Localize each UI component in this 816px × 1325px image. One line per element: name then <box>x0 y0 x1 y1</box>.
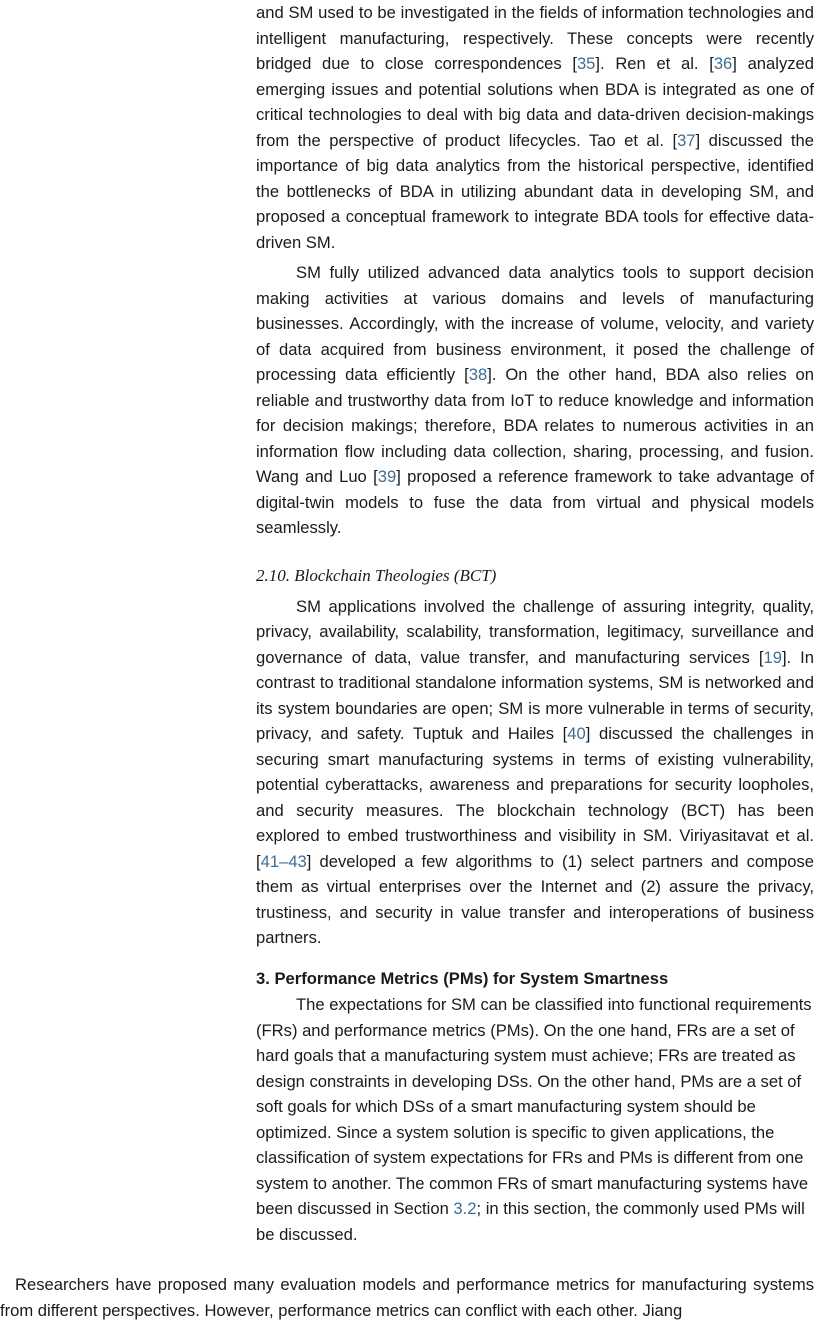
text: ] developed a few algorithms to (1) select partners and compose them as virtual enterprises over the Internet and (2) assure the privacy, trustiness, and security in value transfer and interoperations of business partners. <box>256 851 814 947</box>
text: ; in this section, the commonly used PMs will be discussed. <box>256 1199 805 1244</box>
text: ] analyzed emerging issues and potential solutions when BDA is integrated as one of critical technologies to deal with big data and data-driven decision-makings from the perspective of product lifecycles. Tao et al. [ <box>256 54 815 150</box>
citation-link[interactable]: 41 <box>260 851 280 871</box>
subsection-heading-2-10: 2.10. Blockchain Theologies (BCT) <box>256 565 497 585</box>
citation-dash: – <box>279 851 289 871</box>
citation-link[interactable]: 43 <box>288 851 307 871</box>
text: ]. In contrast to traditional standalone information systems, SM is networked and its system boundaries are open; SM is more vulnerable in terms of security, privacy, and safety. Tuptuk and Hailes [ <box>256 647 815 743</box>
full-width-block <box>0 1272 814 1323</box>
text: and SM used to be investigated in the fields of information technologies and intelligent manufacturing, respectively. These concepts were recently bridged due to close correspondences [ <box>256 3 814 73</box>
paragraph-blockchain <box>256 594 814 951</box>
citation-link[interactable]: 36 <box>713 54 733 73</box>
text: ]. Ren et al. [ <box>595 54 714 73</box>
citation-link[interactable]: 35 <box>576 54 596 73</box>
citation-link[interactable]: 38 <box>468 365 488 384</box>
citation-link[interactable]: 39 <box>377 467 397 486</box>
citation-link[interactable]: 37 <box>677 130 696 150</box>
section-link[interactable]: 3.2 <box>453 1199 477 1218</box>
paragraph-data-analytics <box>256 260 814 541</box>
paragraph-performance-metrics <box>256 992 814 1247</box>
text: ]. On the other hand, BDA also relies on reliable and trustworthy data from IoT to reduce knowledge and information for decision makings; therefore, BDA relates to numerous activities in an information flow including data collection, sharing, processing, and fusion. Wang and Luo [ <box>256 365 814 486</box>
text: SM fully utilized advanced data analytics tools to support decision making activities at various domains and levels of manufacturing businesses. Accordingly, with the increase of volume, velocity, and variety of data acquired from business environment, it posed the challenge of processing data efficiently [ <box>256 263 814 384</box>
paragraph-evaluation-models: Researchers have proposed many evaluation models and performance metrics for manufacturing systems from different perspectives. However, performance metrics can conflict with each other. Jiang <box>0 1275 814 1320</box>
text: SM applications involved the challenge of assuring integrity, quality, privacy, availability, scalability, transformation, legitimacy, surveillance and governance of data, value transfer, and manufacturing services [ <box>256 596 814 667</box>
main-column <box>256 0 814 1247</box>
section-heading-3: 3. Performance Metrics (PMs) for System Smartness <box>256 968 669 988</box>
text: ] discussed the challenges in securing smart manufacturing systems in terms of existing vulnerability, potential cyberattacks, awareness and preparations for security loopholes, and security measures. The blockchain technology (BCT) has been explored to embed trustworthiness and visibility in SM. Viriyasitavat et al. [ <box>256 724 814 871</box>
citation-link[interactable]: 19 <box>763 647 782 667</box>
text: The expectations for SM can be classified into functional requirements (FRs) and performance metrics (PMs). On the one hand, FRs are a set of hard goals that a manufacturing system must achieve; FRs are treated as design constraints in developing DSs. On the other hand, PMs are a set of soft goals for which DSs of a smart manufacturing system should be optimized. Since a system solution is specific to given applications, the classification of system expectations for FRs and PMs is different from one system to another. The common FRs of smart manufacturing systems have been discussed in Section <box>256 995 812 1218</box>
text: ] proposed a reference framework to take advantage of digital-twin models to fuse the data from virtual and physical models seamlessly. <box>256 467 814 537</box>
text: ] discussed the importance of big data analytics from the historical perspective, identified the bottlenecks of BDA in utilizing abundant data in developing SM, and proposed a conceptual framework to integrate BDA tools for effective data-driven SM. <box>256 130 814 252</box>
paragraph-bda-correspondence <box>256 0 814 255</box>
citation-link[interactable]: 40 <box>567 724 586 743</box>
